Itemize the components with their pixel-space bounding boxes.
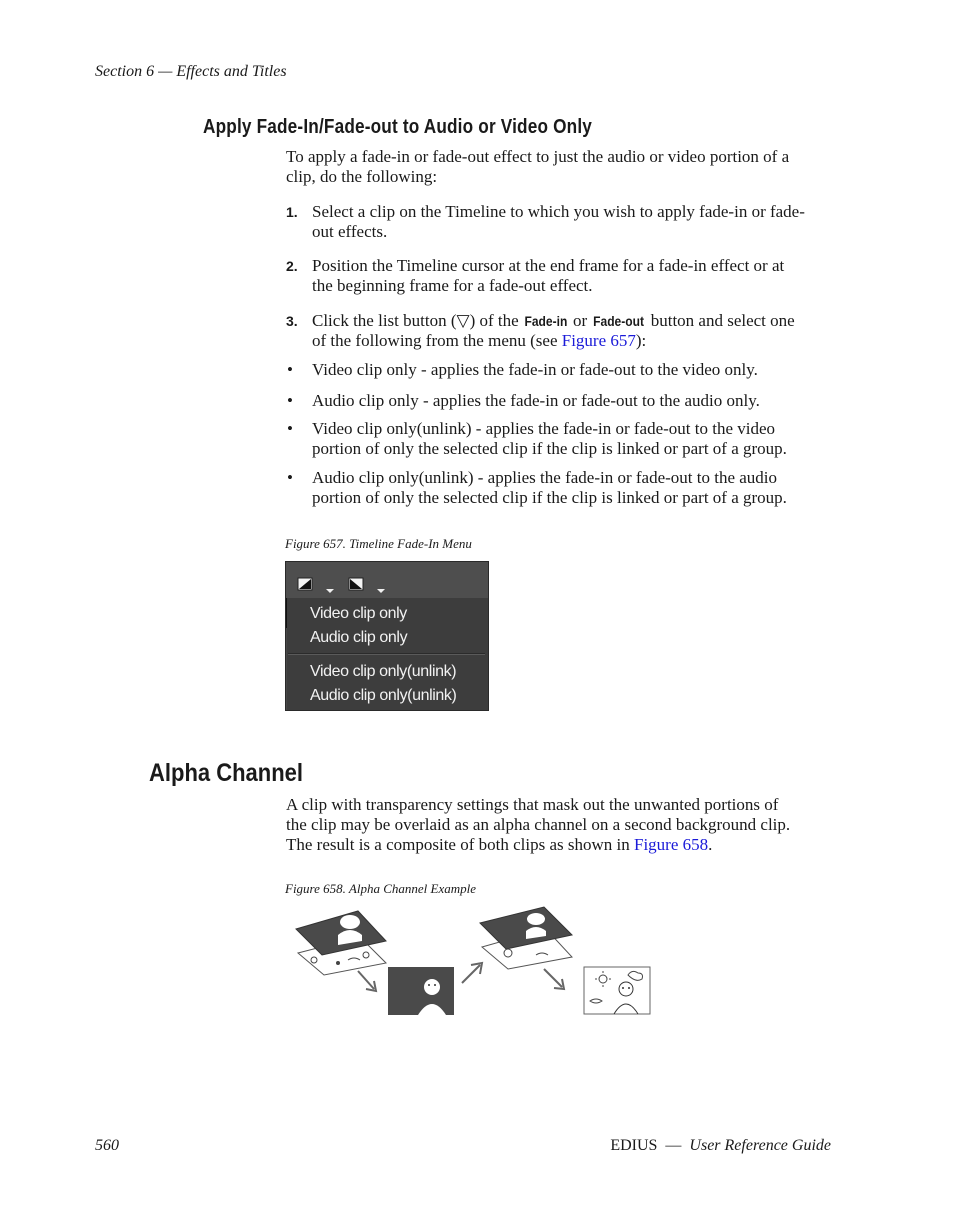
- bullet-text: Audio clip only(unlink) - applies the fade-in or fade-out to the audio: [312, 468, 778, 487]
- composite-frame: [584, 967, 650, 1014]
- footer-guide: User Reference Guide: [689, 1137, 831, 1154]
- fade-in-button-label: Fade-in: [524, 313, 568, 329]
- figure-657-link[interactable]: Figure 657: [561, 331, 636, 350]
- step-1-line-2: out effects.: [312, 222, 388, 241]
- section-title: Alpha Channel: [149, 759, 304, 787]
- footer-dash: —: [665, 1137, 682, 1154]
- fade-out-button-label: Fade-out: [593, 313, 645, 329]
- step-3-mid: or: [568, 311, 592, 330]
- alpha-line-3-post: .: [708, 835, 713, 854]
- bullet-dot: •: [287, 419, 293, 438]
- step-1: [286, 202, 836, 242]
- alpha-paragraph: [286, 795, 836, 855]
- bullet-item: [286, 419, 836, 459]
- chevron-down-icon: [377, 589, 385, 593]
- footer-title: [610, 1137, 831, 1155]
- fade-in-menu-screenshot: [285, 561, 489, 711]
- step-3-line-2-pre: of the following from the menu (see: [312, 331, 562, 350]
- step-3: [286, 311, 836, 351]
- menu-item-video-clip-only[interactable]: Video clip only: [310, 605, 407, 622]
- menu-item-audio-clip-only-unlink[interactable]: Audio clip only(unlink): [310, 687, 457, 704]
- bullet-text: portion of only the selected clip if the clip is linked or part of a group.: [312, 439, 787, 458]
- step-3-pre: Click the list button (▽) of the: [312, 311, 523, 330]
- arrow-icon: [358, 971, 376, 991]
- bullet-text: portion of only the selected clip if the clip is linked or part of a group.: [312, 488, 787, 507]
- step-number: 1.: [286, 204, 298, 220]
- alpha-line-2: the clip may be overlaid as an alpha channel on a second background clip.: [286, 815, 791, 834]
- alpha-and-background-layers: [480, 907, 572, 969]
- menu-item-audio-clip-only[interactable]: Audio clip only: [310, 629, 408, 646]
- step-3-line-2-post: ):: [635, 331, 647, 350]
- menu-item-video-clip-only-unlink[interactable]: Video clip only(unlink): [310, 663, 457, 680]
- figure-658-caption: Figure 658. Alpha Channel Example: [285, 881, 477, 896]
- bullet-dot: •: [287, 468, 293, 487]
- subsection-title: Apply Fade-In/Fade-out to Audio or Video Only: [203, 116, 593, 138]
- running-header: Section 6 — Effects and Titles: [95, 63, 287, 80]
- alpha-line-3-pre: The result is a composite of both clips as shown in: [286, 835, 634, 854]
- bullet-dot: •: [287, 360, 293, 379]
- fade-in-icon: [298, 578, 312, 590]
- step-2-line-1: Position the Timeline cursor at the end frame for a fade-in effect or at: [312, 256, 785, 275]
- figure-658-link[interactable]: Figure 658: [633, 835, 709, 854]
- step-1-line-1: Select a clip on the Timeline to which you wish to apply fade-in or fade-: [312, 202, 805, 221]
- intro-paragraph: [286, 147, 836, 187]
- bullet-dot: •: [287, 391, 293, 410]
- intro-line-2: clip, do the following:: [286, 167, 438, 186]
- alpha-line-1: A clip with transparency settings that mask out the unwanted portions of: [286, 795, 779, 814]
- chevron-down-icon: [326, 589, 334, 593]
- fade-buttons-icons: [286, 562, 488, 598]
- page-number: 560: [95, 1137, 119, 1154]
- menu-toolbar: [286, 562, 488, 598]
- mask-and-background-layers: [296, 911, 386, 975]
- footer-brand: EDIUS: [610, 1137, 658, 1154]
- intro-line-1: To apply a fade-in or fade-out effect to just the audio or video portion of a: [286, 147, 790, 166]
- bullet-text: Video clip only(unlink) - applies the fade-in or fade-out to the video: [312, 419, 776, 438]
- alpha-channel-illustration: [290, 905, 660, 1020]
- bullet-item: [286, 391, 836, 411]
- bullet-item: [286, 468, 836, 508]
- bullet-text: Audio clip only - applies the fade-in or fade-out to the audio only.: [312, 391, 760, 410]
- fade-out-icon: [349, 578, 363, 590]
- bullet-item: [286, 360, 836, 380]
- arrow-icon: [462, 963, 482, 983]
- step-3-post: button and select one: [646, 311, 795, 330]
- arrow-icon: [544, 969, 564, 989]
- figure-657-caption: Figure 657. Timeline Fade-In Menu: [285, 536, 472, 551]
- step-2: [286, 256, 836, 296]
- masked-clip-frame: [388, 967, 454, 1015]
- step-2-line-2: the beginning frame for a fade-out effect.: [312, 276, 593, 295]
- bullet-text: Video clip only - applies the fade-in or fade-out to the video only.: [312, 360, 758, 379]
- step-number: 3.: [286, 313, 298, 329]
- menu-separator: [288, 653, 485, 655]
- step-number: 2.: [286, 258, 298, 274]
